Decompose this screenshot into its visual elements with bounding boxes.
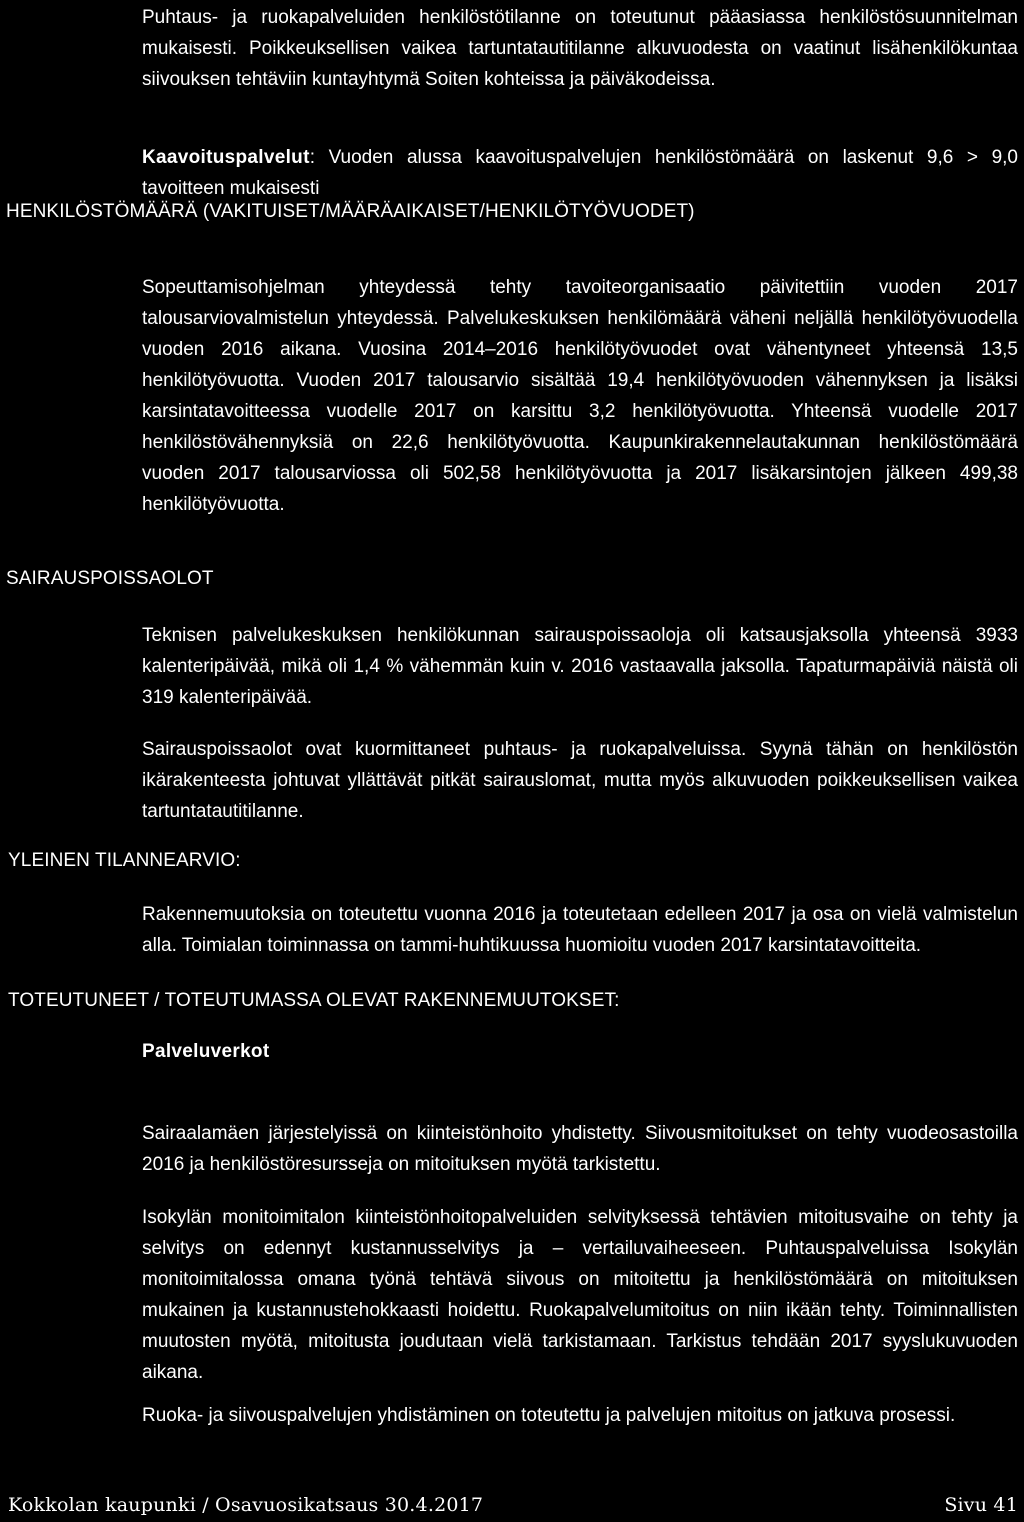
page-footer	[8, 1490, 1018, 1522]
subheading-palveluverkot: Palveluverkot	[142, 1041, 270, 1062]
sairaus-paragraph-1: Teknisen palvelukeskuksen henkilökunnan sairauspoissaoloja oli katsausjaksolla yhteensä 3933 kalenteripäivää, mikä oli 1,4 % vähemmän kuin v. 2016 vastaavalla jaksolla. Tapaturmapäiviä näistä oli 319 kalenteripäivää.	[142, 625, 1018, 708]
palveluverkot-paragraph-2: Isokylän monitoimitalon kiinteistönhoitopalveluiden selvityksessä tehtävien mitoitusvaihe on tehty ja selvitys on edennyt kustannusselvitys ja – vertailuvaiheeseen. Puhtauspalveluissa Isokylän monitoimitalossa omana työnä tehtävä siivous on mitoitettu ja henkilöstömäärä on mitoituksen mukainen ja kustannustehokkaasti hoidettu. Ruokapalvelumitoitus on niin ikään tehty. Toiminnallisten muutosten myötä, mitoitusta joudutaan vielä tarkistamaan. Tarkistus tehdään 2017 syyslukuvuoden aikana.	[142, 1207, 1018, 1383]
yleinen-paragraph: Rakennemuutoksia on toteutettu vuonna 2016 ja toteutetaan edelleen 2017 ja osa on vielä valmistelun alla. Toimialan toiminnassa on tammi-huhtikuussa huomioitu vuoden 2017 karsintatavoitteita.	[142, 904, 1018, 956]
palveluverkot-paragraph-1: Sairaalamäen järjestelyissä on kiinteistönhoito yhdistetty. Siivousmitoitukset on tehty vuodeosastoilla 2016 ja henkilöstöresursseja on mitoituksen myötä tarkistettu.	[142, 1123, 1018, 1175]
footer-page-number: Sivu 41	[944, 1494, 1018, 1516]
heading-toteutuneet: TOTEUTUNEET / TOTEUTUMASSA OLEVAT RAKENNEMUUTOKSET:	[8, 990, 620, 1011]
kaavoitus-lead: Kaavoituspalvelut	[142, 147, 310, 168]
kaavoitus-paragraph	[142, 142, 1018, 204]
kaavoitus-text: : Vuoden alussa kaavoituspalvelujen henkilöstömäärä on laskenut 9,6 > 9,0 tavoitteen mukaisesti	[142, 147, 1018, 199]
henkilostomaara-paragraph: Sopeuttamisohjelman yhteydessä tehty tavoiteorganisaatio päivitettiin vuoden 2017 talousarviovalmistelun yhteydessä. Palvelukeskuksen henkilömäärä väheni neljällä henkilötyövuodella vuoden 2016 aikana. Vuosina 2014–2016 henkilötyövuodet ovat vähentyneet yhteensä 13,5 henkilötyövuotta. Vuoden 2017 talousarvio sisältää 19,4 henkilötyövuoden vähennyksen ja lisäksi karsintatavoitteessa vuodelle 2017 on karsittu 3,2 henkilötyövuotta. Yhteensä vuodelle 2017 henkilöstövähennyksiä on 22,6 henkilötyövuotta. Kaupunkirakennelautakunnan henkilöstömäärä vuoden 2017 talousarviossa oli 502,58 henkilötyövuotta ja 2017 lisäkarsintojen jälkeen 499,38 henkilötyövuotta.	[142, 277, 1018, 515]
intro-paragraph: Puhtaus- ja ruokapalveluiden henkilöstötilanne on toteutunut pääasiassa henkilöstösuunnitelman mukaisesti. Poikkeuksellisen vaikea tartuntatautitilanne alkuvuodesta on vaatinut lisähenkilökuntaa siivouksen tehtäviin kuntayhtymä Soiten kohteissa ja päiväkodeissa.	[142, 7, 1018, 90]
heading-sairauspoissaolot: SAIRAUSPOISSAOLOT	[6, 568, 214, 589]
heading-yleinen-tilannearvio: YLEINEN TILANNEARVIO:	[8, 850, 241, 871]
sairaus-paragraph-2: Sairauspoissaolot ovat kuormittaneet puhtaus- ja ruokapalveluissa. Syynä tähän on henkilöstön ikärakenteesta johtuvat yllättävät pitkät sairauslomat, mutta myös alkuvuoden poikkeuksellisen vaikea tartuntatautitilanne.	[142, 739, 1018, 822]
heading-henkilostomaara: HENKILÖSTÖMÄÄRÄ (VAKITUISET/MÄÄRÄAIKAISET/HENKILÖTYÖVUODET)	[6, 201, 695, 222]
footer-document-title: Kokkolan kaupunki / Osavuosikatsaus 30.4.2017	[8, 1494, 484, 1516]
palveluverkot-paragraph-3: Ruoka- ja siivouspalvelujen yhdistäminen on toteutettu ja palvelujen mitoitus on jatkuva prosessi.	[142, 1405, 956, 1426]
